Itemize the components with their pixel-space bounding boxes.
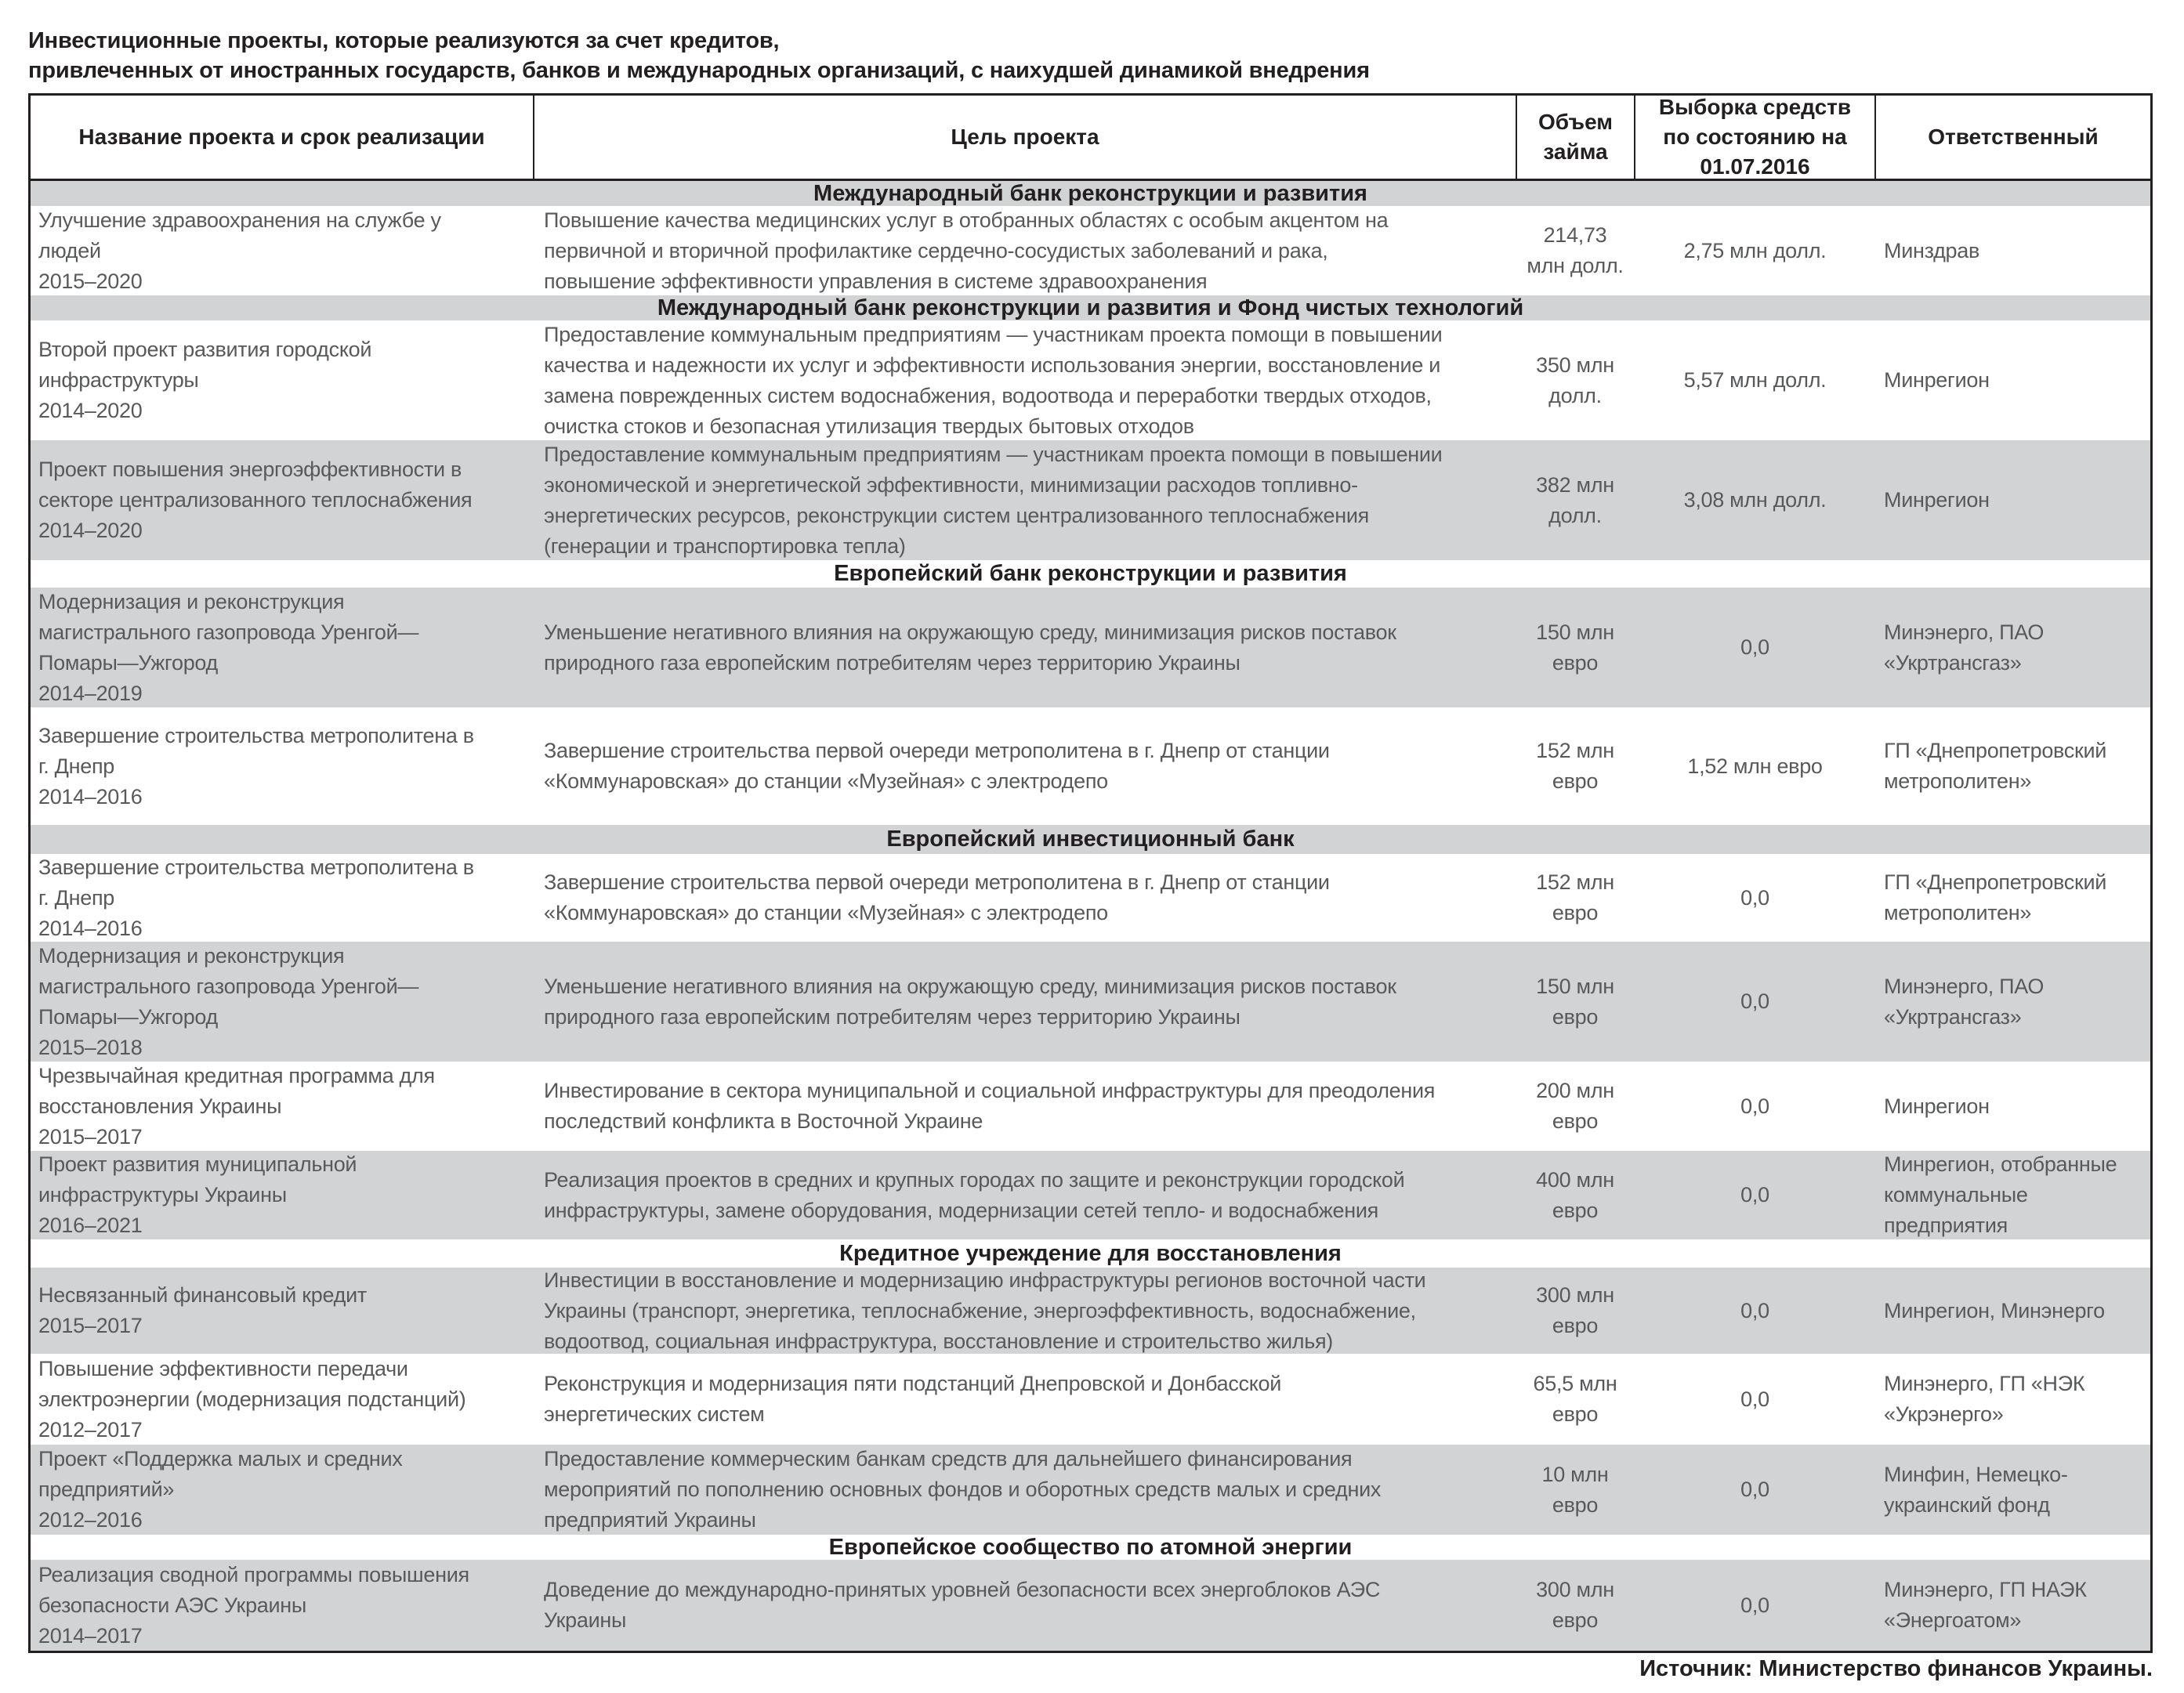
header-goal-text: Цель проекта: [951, 125, 1099, 149]
loan-volume-cell: [1517, 942, 1633, 1062]
projects-table: [28, 93, 2153, 1653]
project-name-cell-text: Повышение эффективности передачи электроэнергии (модернизация подстанций) 2012–2017: [38, 1356, 466, 1442]
project-goal-cell-text: Уменьшение негативного влияния на окружающую среду, минимизация рисков поставок природного газа европейским потребителям через территорию Украины: [544, 620, 1396, 675]
drawdown-cell-text: 3,08 млн долл.: [1683, 488, 1827, 512]
loan-volume-cell-text: 350 млн долл.: [1536, 353, 1614, 407]
drawdown-cell: [1635, 1445, 1874, 1535]
project-name-cell-text: Второй проект развития городской инфраструктуры 2014–2020: [38, 338, 372, 422]
header-name-text: Название проекта и срок реализации: [78, 125, 485, 149]
section-header: [31, 560, 2150, 588]
drawdown-cell-text: 0,0: [1740, 1593, 1769, 1617]
section-header: [31, 1239, 2150, 1268]
loan-volume-cell: [1517, 320, 1633, 440]
loan-volume-cell-text: 152 млн евро: [1536, 739, 1614, 793]
loan-volume-cell-text: 400 млн евро: [1536, 1167, 1614, 1222]
table-row: [31, 320, 2150, 440]
responsible-cell-text: Минздрав: [1884, 238, 1980, 262]
project-name-cell-text: Улучшение здравоохранения на службе у людей 2015–2020: [38, 208, 441, 293]
header-responsible: [1876, 96, 2150, 179]
responsible-cell-text: ГП «Днепропетровский метрополитен»: [1884, 739, 2107, 793]
loan-volume-cell: [1517, 707, 1633, 825]
drawdown-cell-text: 5,57 млн долл.: [1683, 368, 1827, 392]
project-goal-cell-text: Уменьшение негативного влияния на окружающую среду, минимизация рисков поставок природного газа европейским потребителям через территорию Украины: [544, 974, 1396, 1029]
project-name-cell-text: Завершение строительства метрополитена в г. Днепр 2014–2016: [38, 723, 474, 809]
drawdown-cell-text: 1,52 млн евро: [1687, 754, 1823, 778]
responsible-cell: [1884, 1151, 2150, 1239]
drawdown-cell-text: 0,0: [1740, 1298, 1769, 1322]
section-header: [31, 1535, 2150, 1560]
loan-volume-cell-text: 300 млн евро: [1536, 1578, 1614, 1632]
loan-volume-cell: [1517, 440, 1633, 560]
project-name-cell-text: Реализация сводной программы повышения безопасности АЭС Украины 2014–2017: [38, 1562, 469, 1648]
loan-volume-cell-text: 150 млн евро: [1536, 620, 1614, 675]
table-row: [31, 588, 2150, 707]
responsible-cell: [1884, 440, 2150, 560]
loan-volume-cell-text: 214,73 млн долл.: [1527, 223, 1624, 277]
table-row: [31, 1560, 2150, 1651]
project-goal-cell: [544, 1560, 1512, 1651]
project-goal-cell-text: Повышение качества медицинских услуг в отобранных областях с особым акцентом на первичной и вторичной профилактике сердечно-сосудистых заболеваний и рака, повышение эффективности управления в системе здравоохранения: [544, 208, 1389, 293]
project-goal-cell: [544, 588, 1512, 707]
project-goal-cell-text: Предоставление коммунальным предприятиям — участникам проекта помощи в повышении экономической и энергетической эффективности, минимизации расходов топливно- энергетических ресурсов, реконструкции систем централизованного теплоснабжения (генерации и транспортировка тепла): [544, 442, 1443, 558]
project-goal-cell-text: Завершение строительства первой очереди метрополитена в г. Днепр от станции «Коммунаровская» до станции «Музейная» с электродепо: [544, 739, 1330, 793]
responsible-cell: [1884, 1354, 2150, 1445]
loan-volume-cell: [1517, 1151, 1633, 1239]
project-goal-cell: [544, 707, 1512, 825]
project-goal-cell-text: Инвестирование в сектора муниципальной и социальной инфраструктуры для преодоления последствий конфликта в Восточной Украине: [544, 1079, 1436, 1133]
project-goal-cell: [544, 206, 1512, 295]
project-name-cell: [38, 206, 540, 295]
section-title: Кредитное учреждение для восстановления: [839, 1240, 1342, 1266]
project-name-cell: [38, 1560, 540, 1651]
project-name-cell-text: Проект повышения энергоэффективности в секторе централизованного теплоснабжения 2014–2020: [38, 458, 473, 542]
project-name-cell: [38, 707, 540, 825]
responsible-cell-text: Минэнерго, ПАО «Укртрансгаз»: [1884, 620, 2045, 675]
section-title: Международный банк реконструкции и развития: [813, 180, 1367, 206]
project-name-cell: [38, 1354, 540, 1445]
loan-volume-cell: [1517, 1268, 1633, 1354]
drawdown-cell-text: 0,0: [1740, 989, 1769, 1013]
drawdown-cell: [1635, 707, 1874, 825]
responsible-cell-text: Минрегион: [1884, 368, 1990, 392]
responsible-cell-text: ГП «Днепропетровский метрополитен»: [1884, 870, 2107, 924]
section-header: [31, 825, 2150, 854]
header-volume: [1517, 96, 1635, 179]
loan-volume-cell: [1517, 1354, 1633, 1445]
project-name-cell: [38, 320, 540, 440]
table-row: [31, 1062, 2150, 1151]
table-row: [31, 1354, 2150, 1445]
project-goal-cell: [544, 1268, 1512, 1354]
drawdown-cell: [1635, 1062, 1874, 1151]
project-name-cell-text: Проект «Поддержка малых и средних предприятий» 2012–2016: [38, 1447, 403, 1532]
project-name-cell: [38, 440, 540, 560]
responsible-cell: [1884, 320, 2150, 440]
project-goal-cell: [544, 320, 1512, 440]
responsible-cell-text: Минэнерго, ПАО «Укртрансгаз»: [1884, 974, 2045, 1029]
source-note: Источник: Министерство финансов Украины.: [1639, 1656, 2153, 1681]
project-goal-cell: [544, 1151, 1512, 1239]
responsible-cell: [1884, 1268, 2150, 1354]
table-row: [31, 707, 2150, 825]
project-name-cell-text: Несвязанный финансовый кредит 2015–2017: [38, 1283, 367, 1337]
loan-volume-cell-text: 150 млн евро: [1536, 974, 1614, 1029]
drawdown-cell-text: 0,0: [1740, 885, 1769, 910]
loan-volume-cell: [1517, 588, 1633, 707]
table-row: [31, 1445, 2150, 1535]
project-name-cell-text: Проект развития муниципальной инфраструктуры Украины 2016–2021: [38, 1152, 357, 1237]
project-name-cell-text: Чрезвычайная кредитная программа для восстановления Украины 2015–2017: [38, 1063, 435, 1149]
responsible-cell-text: Минэнерго, ГП НАЭК «Энергоатом»: [1884, 1578, 2087, 1632]
table-row: [31, 1151, 2150, 1239]
project-goal-cell: [544, 942, 1512, 1062]
document-title-line-2: привлеченных от иностранных государств, банков и международных организаций, с наихудшей динамикой внедрения: [28, 58, 1370, 83]
document-title-line-1: Инвестиционные проекты, которые реализуются за счет кредитов,: [28, 28, 780, 53]
header-drawdown: [1635, 96, 1876, 179]
loan-volume-cell: [1517, 1445, 1633, 1535]
loan-volume-cell-text: 200 млн евро: [1536, 1079, 1614, 1133]
header-volume-text: Объем займа: [1537, 110, 1614, 164]
drawdown-cell: [1635, 206, 1874, 295]
drawdown-cell: [1635, 1354, 1874, 1445]
project-goal-cell-text: Реализация проектов в средних и крупных городах по защите и реконструкции городской инфраструктуры, замене оборудования, модернизации сетей тепло- и водоснабжения: [544, 1167, 1405, 1222]
table-row: [31, 440, 2150, 560]
drawdown-cell: [1635, 1560, 1874, 1651]
responsible-cell-text: Минрегион: [1884, 1094, 1990, 1118]
project-goal-cell: [544, 1062, 1512, 1151]
project-name-cell-text: Завершение строительства метрополитена в г. Днепр 2014–2016: [38, 855, 474, 940]
responsible-cell: [1884, 1445, 2150, 1535]
responsible-cell: [1884, 707, 2150, 825]
table-row: [31, 854, 2150, 942]
loan-volume-cell: [1517, 1062, 1633, 1151]
section-header: [31, 181, 2150, 206]
drawdown-cell: [1635, 588, 1874, 707]
project-goal-cell-text: Предоставление коммунальным предприятиям — участникам проекта помощи в повышении качества и надежности их услуг и эффективности использования энергии, восстановление и замена поврежденных систем водоснабжения, водоотвода и переработки твердых отходов, очистка стоков и безопасная утилизация твердых бытовых отходов: [544, 322, 1443, 438]
project-goal-cell-text: Реконструкция и модернизация пяти подстанций Днепровской и Донбасской энергетических систем: [544, 1372, 1282, 1426]
project-name-cell: [38, 1151, 540, 1239]
section-title: Европейский банк реконструкции и развития: [834, 561, 1347, 586]
loan-volume-cell-text: 10 млн евро: [1541, 1462, 1609, 1517]
responsible-cell: [1884, 854, 2150, 942]
responsible-cell: [1884, 206, 2150, 295]
drawdown-cell: [1635, 854, 1874, 942]
loan-volume-cell: [1517, 206, 1633, 295]
drawdown-cell-text: 0,0: [1740, 635, 1769, 659]
responsible-cell: [1884, 1062, 2150, 1151]
responsible-cell-text: Минрегион, отобранные коммунальные предприятия: [1884, 1152, 2117, 1237]
loan-volume-cell-text: 300 млн евро: [1536, 1283, 1614, 1337]
loan-volume-cell-text: 65,5 млн евро: [1533, 1372, 1617, 1426]
drawdown-cell: [1635, 1151, 1874, 1239]
loan-volume-cell-text: 152 млн евро: [1536, 870, 1614, 924]
drawdown-cell: [1635, 1268, 1874, 1354]
responsible-cell: [1884, 588, 2150, 707]
responsible-cell-text: Минэнерго, ГП «НЭК «Укрэнерго»: [1884, 1372, 2085, 1426]
table-row: [31, 1268, 2150, 1354]
section-title: Европейский инвестиционный банк: [886, 827, 1295, 852]
responsible-cell-text: Минрегион, Минэнерго: [1884, 1298, 2105, 1322]
project-goal-cell: [544, 1354, 1512, 1445]
loan-volume-cell: [1517, 854, 1633, 942]
project-goal-cell-text: Предоставление коммерческим банкам средств для дальнейшего финансирования мероприятий по пополнению основных фондов и оборотных средств малых и средних предприятий Украины: [544, 1447, 1382, 1532]
project-name-cell: [38, 588, 540, 707]
project-name-cell: [38, 942, 540, 1062]
project-goal-cell: [544, 854, 1512, 942]
project-goal-cell: [544, 1445, 1512, 1535]
table-header: [31, 96, 2150, 182]
project-name-cell: [38, 1268, 540, 1354]
project-name-cell-text: Модернизация и реконструкция магистрального газопровода Уренгой— Помары—Ужгород 2014–2019: [38, 589, 419, 705]
drawdown-cell-text: 0,0: [1740, 1094, 1769, 1118]
header-name: [31, 96, 534, 179]
project-goal-cell: [544, 440, 1512, 560]
responsible-cell: [1884, 1560, 2150, 1651]
section-title: Европейское сообщество по атомной энергии: [828, 1534, 1353, 1560]
responsible-cell-text: Минфин, Немецко- украинский фонд: [1884, 1462, 2068, 1517]
project-goal-cell-text: Доведение до международно-принятых уровней безопасности всех энергоблоков АЭС Украины: [544, 1578, 1381, 1632]
header-drawdown-text: Выборка средств по состоянию на 01.07.2016: [1658, 95, 1852, 179]
loan-volume-cell-text: 382 млн долл.: [1536, 472, 1614, 527]
header-responsible-text: Ответственный: [1928, 125, 2099, 149]
drawdown-cell: [1635, 440, 1874, 560]
drawdown-cell-text: 0,0: [1740, 1183, 1769, 1206]
table-row: [31, 942, 2150, 1062]
drawdown-cell: [1635, 942, 1874, 1062]
drawdown-cell-text: 0,0: [1740, 1478, 1769, 1501]
section-header: [31, 295, 2150, 320]
project-goal-cell-text: Завершение строительства первой очереди метрополитена в г. Днепр от станции «Коммунаровская» до станции «Музейная» с электродепо: [544, 870, 1330, 924]
responsible-cell-text: Минрегион: [1884, 488, 1990, 512]
section-title: Международный банк реконструкции и развития и Фонд чистых технологий: [657, 295, 1524, 320]
responsible-cell: [1884, 942, 2150, 1062]
table-row: [31, 206, 2150, 295]
project-name-cell: [38, 1445, 540, 1535]
drawdown-cell: [1635, 320, 1874, 440]
project-name-cell: [38, 1062, 540, 1151]
drawdown-cell-text: 0,0: [1740, 1387, 1769, 1411]
header-goal: [534, 96, 1517, 179]
drawdown-cell-text: 2,75 млн долл.: [1683, 238, 1827, 262]
project-name-cell: [38, 854, 540, 942]
project-goal-cell-text: Инвестиции в восстановление и модернизацию инфраструктуры регионов восточной части Украины (транспорт, энергетика, теплоснабжение, энергоэффективность, водоснабжение, водоотвод, социальная инфраструктура, восстановление и строительство жилья): [544, 1268, 1426, 1353]
project-name-cell-text: Модернизация и реконструкция магистрального газопровода Уренгой— Помары—Ужгород 2015–2018: [38, 943, 419, 1059]
loan-volume-cell: [1517, 1560, 1633, 1651]
